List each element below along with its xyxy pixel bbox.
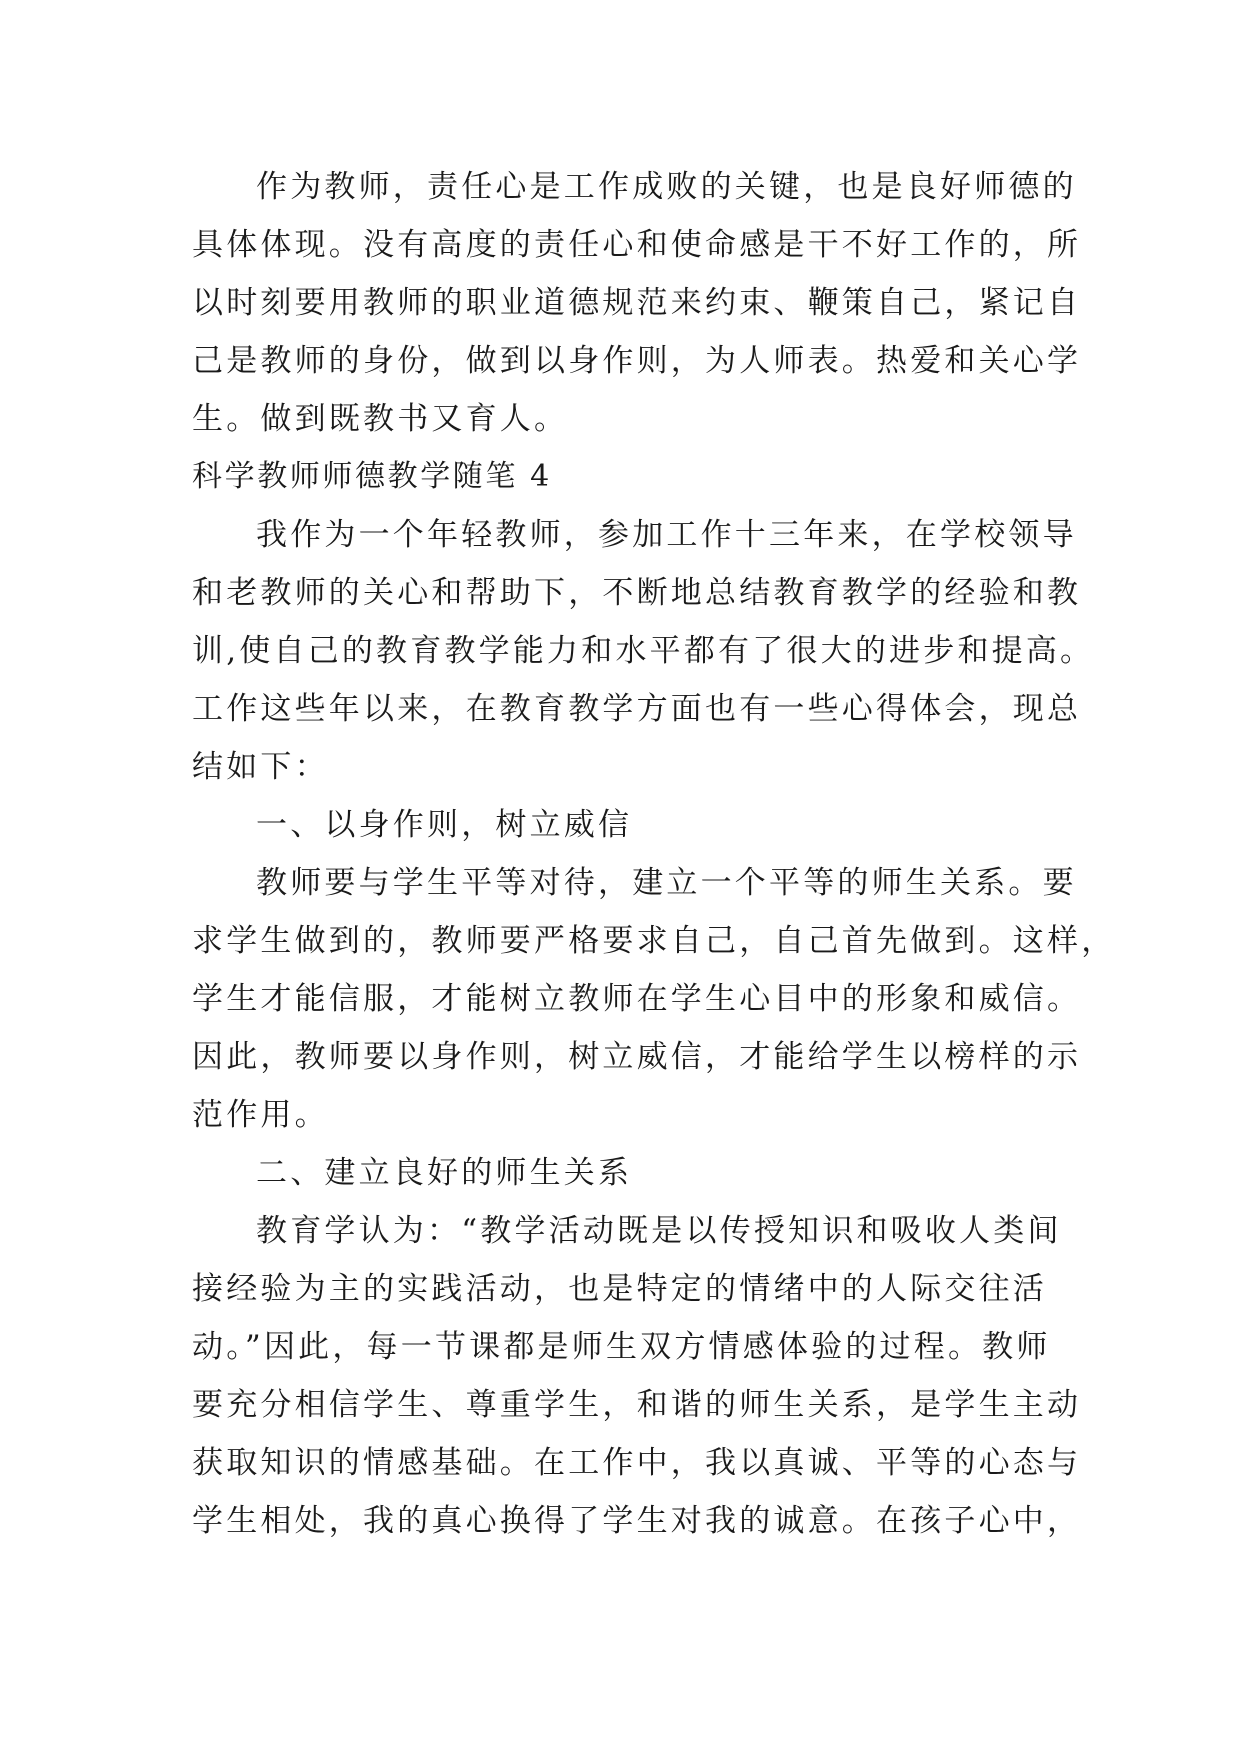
paragraph-line: 要充分相信学生、尊重学生，和谐的师生关系，是学生主动 [192, 1387, 1082, 1423]
paragraph-line: 工作这些年以来，在教育教学方面也有一些心得体会，现总 [192, 691, 1082, 727]
paragraph-line: 和老教师的关心和帮助下，不断地总结教育教学的经验和教 [192, 575, 1082, 611]
paragraph-line: 具体体现。没有高度的责任心和使命感是干不好工作的，所 [192, 227, 1082, 263]
paragraph-line: 动。”因此，每一节课都是师生双方情感体验的过程。教师 [192, 1329, 1051, 1365]
subheading-line: 一、以身作则，树立威信 [256, 807, 633, 843]
section-title: 科学教师师德教学随笔 4 [192, 459, 552, 494]
paragraph-line: 教师要与学生平等对待，建立一个平等的师生关系。要 [256, 865, 1077, 901]
paragraph-line: 因此，教师要以身作则，树立威信，才能给学生以榜样的示 [192, 1039, 1082, 1075]
paragraph-line: 获取知识的情感基础。在工作中，我以真诚、平等的心态与 [192, 1445, 1082, 1481]
paragraph-line: 范作用。 [192, 1097, 329, 1133]
subheading-line: 二、建立良好的师生关系 [256, 1155, 633, 1191]
paragraph-line: 生。做到既教书又育人。 [192, 401, 569, 437]
paragraph-line: 结如下： [192, 749, 329, 785]
paragraph-line: 以时刻要用教师的职业道德规范来约束、鞭策自己，紧记自 [192, 285, 1082, 321]
document-body [192, 158, 1116, 1550]
paragraph-line: 求学生做到的，教师要严格要求自己，自己首先做到。这样， [192, 923, 1116, 959]
paragraph-line: 我作为一个年轻教师，参加工作十三年来，在学校领导 [256, 517, 1077, 553]
paragraph-line: 训,使自己的教育教学能力和水平都有了很大的进步和提高。 [192, 633, 1095, 669]
paragraph-line: 己是教师的身份，做到以身作则，为人师表。热爱和关心学 [192, 343, 1082, 379]
paragraph-line: 教育学认为：“教学活动既是以传授知识和吸收人类间 [256, 1213, 1062, 1249]
paragraph-line: 学生相处，我的真心换得了学生对我的诚意。在孩子心中， [192, 1503, 1082, 1539]
paragraph-line: 接经验为主的实践活动，也是特定的情绪中的人际交往活 [192, 1271, 1047, 1307]
paragraph-line: 学生才能信服，才能树立教师在学生心目中的形象和威信。 [192, 981, 1082, 1017]
paragraph-line: 作为教师，责任心是工作成败的关键，也是良好师德的 [256, 169, 1077, 205]
